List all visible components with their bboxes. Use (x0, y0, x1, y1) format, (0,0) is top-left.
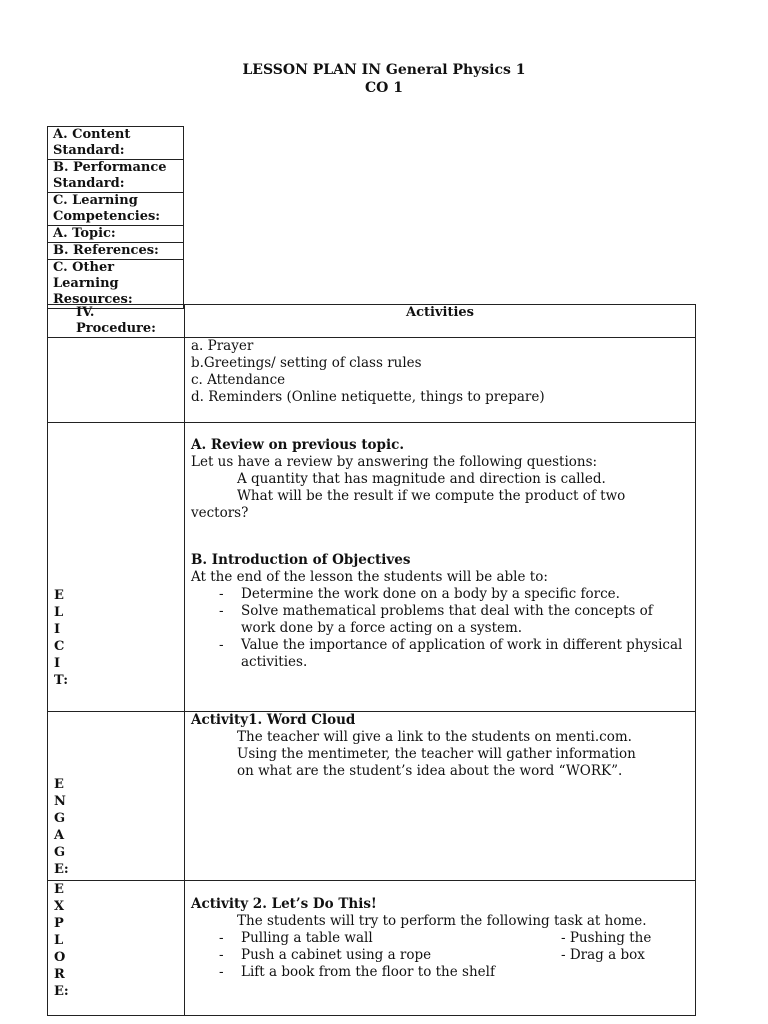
list-item: - Determine the work done on a body by a specific force. (191, 586, 689, 603)
explore-activities: Activity 2. Let’s Do This! The students will try to perform the following task at home. - Pulling a table wall - Pushing the - Push a cabinet using a rope - Drag a box - Lift a book from the floor to the shelf (185, 881, 696, 1016)
list-item: c. Attendance (191, 372, 286, 388)
engage-activities: Activity1. Word Cloud The teacher will give a link to the students on menti.com. Using the mentimeter, the teacher will gather information on what are the student’s idea about the word “WORK”. (185, 712, 696, 881)
objectives-list (191, 586, 689, 671)
label-other-resources: C. Other Learning Resources: (48, 260, 184, 309)
label-references: B. References: (48, 243, 184, 260)
word-cloud-heading: Activity1. Word Cloud (191, 712, 356, 728)
label-content-standard: A. Content Standard: (48, 127, 184, 160)
list-item: - Pulling a table wall - Pushing the (191, 930, 689, 947)
review-heading: A. Review on previous topic. (191, 437, 405, 453)
task-list (191, 930, 689, 981)
label-topic: A. Topic: (48, 226, 184, 243)
document-title: LESSON PLAN IN General Physics 1 (242, 62, 526, 78)
procedure-table (47, 304, 696, 1016)
explore-label: E X P L O R E: (48, 881, 185, 1016)
explore-row (48, 881, 696, 1016)
elicit-row (48, 423, 696, 712)
list-item: a. Prayer (191, 338, 254, 354)
objectives-heading: B. Introduction of Objectives (191, 552, 411, 568)
procedure-column-header: IV. Procedure: (48, 305, 185, 338)
intro-row (48, 338, 696, 423)
procedure-header-row (48, 305, 696, 338)
elicit-activities: A. Review on previous topic. Let us have a review by answering the following questions: A quantity that has magnitude and direction is called. What will be the result if we compute the product of two vectors? B. Introduction of Objectives At the end of the lesson the students will be able to: - Determine the work done on a body by a specific force. - Solve mathematical problems that deal with the concepts of work done by a force acting on a system. - Value the importance of application of work in different physical activities. (185, 423, 696, 712)
engage-row (48, 712, 696, 881)
list-item: d. Reminders (Online netiquette, things to prepare) (191, 389, 545, 405)
document-subtitle: CO 1 (365, 80, 403, 96)
list-item: - Solve mathematical problems that deal with the concepts of work done by a force acting on a system. (191, 603, 689, 637)
label-learning-competencies: C. Learning Competencies: (48, 193, 184, 226)
list-item: - Value the importance of application of work in different physical activities. (191, 637, 689, 671)
activities-column-header: Activities (185, 305, 696, 338)
list-item: - Lift a book from the floor to the shelf (191, 964, 689, 981)
lesson-header-table (47, 126, 184, 309)
list-item: - Push a cabinet using a rope - Drag a box (191, 947, 689, 964)
label-performance-standard: B. Performance Standard: (48, 160, 184, 193)
elicit-label: E L I C I T: (48, 423, 185, 712)
lets-do-this-heading: Activity 2. Let’s Do This! (191, 896, 377, 912)
list-item: b.Greetings/ setting of class rules (191, 355, 422, 371)
engage-label: E N G A G E: (48, 712, 185, 881)
intro-activities (185, 338, 696, 423)
